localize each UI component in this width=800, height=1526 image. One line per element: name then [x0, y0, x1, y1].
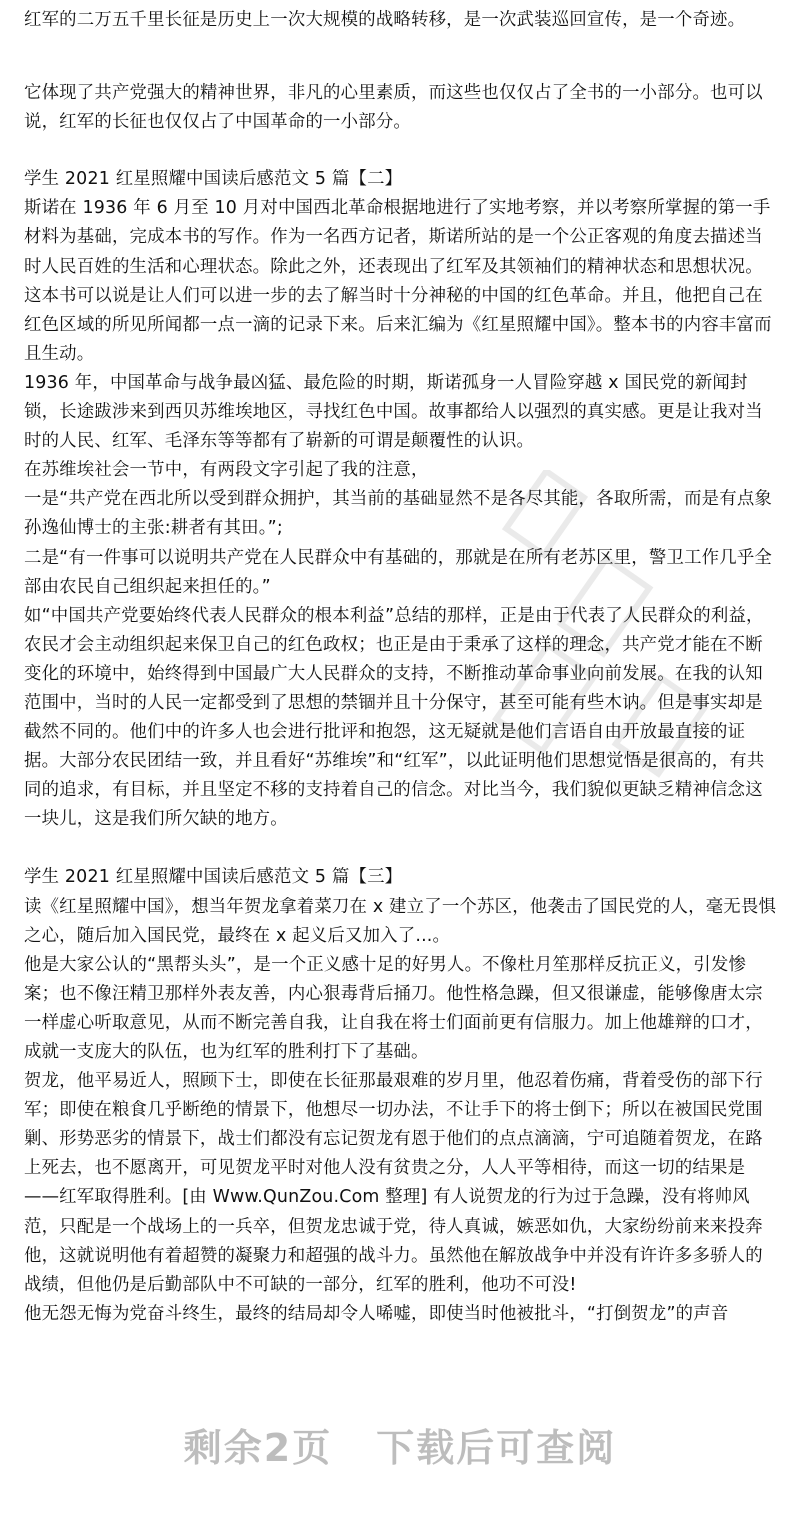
- section2-paragraph: 二是“有一件事可以说明共产党在人民群众中有基础的，那就是在所有老苏区里，警卫工作几乎全部由农民自己组织起来担任的。”: [24, 547, 773, 597]
- remaining-pages-text: 剩余2页: [183, 1426, 333, 1470]
- section-heading-2: 学生 2021 红星照耀中国读后感范文 5 篇【二】: [24, 169, 403, 190]
- section2-paragraph: 如“中国共产党要始终代表人民群众的根本利益”总结的那样，正是由于代表了人民群众的利益，农民才会主动组织起来保卫自己的红色政权；也正是由于秉承了这样的理念，共产党才能在不断变化的环境中，始终得到中国最广大人民群众的支持，不断推动革命事业向前发展。在我的认知范围中，当时的人民一定都受到了思想的禁锢并且十分保守，甚至可能有些木讷。但是事实却是截然不同的。他们中的许多人也会进行批评和抱怨，这无疑就是他们言语自由开放最直接的证据。大部分农民团结一致，并且看好“苏维埃”和“红军”，以此证明他们思想觉悟是很高的，有共同的追求，有目标，并且坚定不移的支持着自己的信念。对比当今，我们貌似更缺乏精神信念这一块儿，这是我们所欠缺的地方。: [24, 605, 765, 830]
- section3-paragraph: 他是大家公认的“黑帮头头”，是一个正义感十足的好男人。不像杜月笙那样反抗正义，引发惨案；也不像汪精卫那样外表友善，内心狠毒背后捅刀。他性格急躁，但又很谦虚，能够像唐太宗一样虚心听取意见，从而不断完善自我，让自我在将士们面前更有信服力。加上他雄辩的口才，成就一支庞大的队伍，也为红军的胜利打下了基础。: [24, 954, 763, 1062]
- section2-paragraph: 在苏维埃社会一节中，有两段文字引起了我的注意，: [24, 460, 429, 481]
- section-heading-3: 学生 2021 红星照耀中国读后感范文 5 篇【三】: [24, 867, 403, 888]
- paragraph-intro: 红军的二万五千里长征是历史上一次大规模的战略转移，是一次武装巡回宣传，是一个奇迹。: [24, 10, 746, 30]
- section3-paragraph: 读《红星照耀中国》，想当年贺龙拿着菜刀在 x 建立了一个苏区，他袭击了国民党的人，毫无畏惧之心，随后加入国民党，最终在 x 起义后又加入了...。: [24, 896, 777, 946]
- top-cut-line: [24, 0, 780, 6]
- document-body: [24, 0, 780, 1329]
- remaining-pages-banner[interactable]: [0, 1418, 800, 1478]
- download-prompt-text: 下载后可查阅: [376, 1426, 617, 1470]
- section2-paragraph: 一是“共产党在西北所以受到群众拥护，其当前的基础显然不是各尽其能，各取所需，而是有点象孙逸仙博士的主张:耕者有其田。”;: [24, 489, 773, 539]
- section2-paragraph: 斯诺在 1936 年 6 月至 10 月对中国西北革命根据地进行了实地考察，并以考察所掌握的第一手材料为基础，完成本书的写作。作为一名西方记者，斯诺所站的是一个公正客观的角度去描述当时人民百姓的生活和心理状态。除此之外，还表现出了红军及其领袖们的精神状态和思想状况。这本书可以说是让人们可以进一步的去了解当时十分神秘的中国的红色革命。并且，他把自己在红色区域的所见所闻都一点一滴的记录下来。后来汇编为《红星照耀中国》。整本书的内容丰富而且生动。: [24, 198, 772, 364]
- section3-paragraph: 他无怨无悔为党奋斗终生，最终的结局却令人唏嘘，即使当时他被批斗，“打倒贺龙”的声音: [24, 1303, 729, 1324]
- paragraph-spirit: 它体现了共产党强大的精神世界，非凡的心里素质，而这些也仅仅占了全书的一小部分。也可以说，红军的长征也仅仅占了中国革命的一小部分。: [24, 83, 763, 133]
- top-cut-line-text: [24, 0, 780, 6]
- section3-paragraph: 贺龙，他平易近人，照顾下士，即使在长征那最艰难的岁月里，他忍着伤痛，背着受伤的部下行军；即使在粮食几乎断绝的情景下，他想尽一切办法，不让手下的将士倒下；所以在被国民党围剿、形势恶劣的情景下，战士们都没有忘记贺龙有恩于他们的点点滴滴，宁可追随着贺龙，在路上死去，也不愿离开，可见贺龙平时对他人没有贫贵之分，人人平等相待，而这一切的结果是——红军取得胜利。[由 Www.QunZou.Com 整理] 有人说贺龙的行为过于急躁，没有将帅风范，只配是一个战场上的一兵卒，但贺龙忠诚于党，待人真诚，嫉恶如仇，大家纷纷前来来投奔他，这就说明他有着超赞的凝聚力和超强的战斗力。虽然他在解放战争中并没有许许多多骄人的战绩，但他仍是后勤部队中不可缺的一部分，红军的胜利，他功不可没!: [24, 1071, 763, 1295]
- section2-paragraph: 1936 年，中国革命与战争最凶猛、最危险的时期，斯诺孤身一人冒险穿越 x 国民党的新闻封锁，长途跋涉来到西贝苏维埃地区，寻找红色中国。故事都给人以强烈的真实感。更是让我对当时的人民、红军、毛泽东等等都有了崭新的可谓是颠覆性的认识。: [24, 372, 763, 452]
